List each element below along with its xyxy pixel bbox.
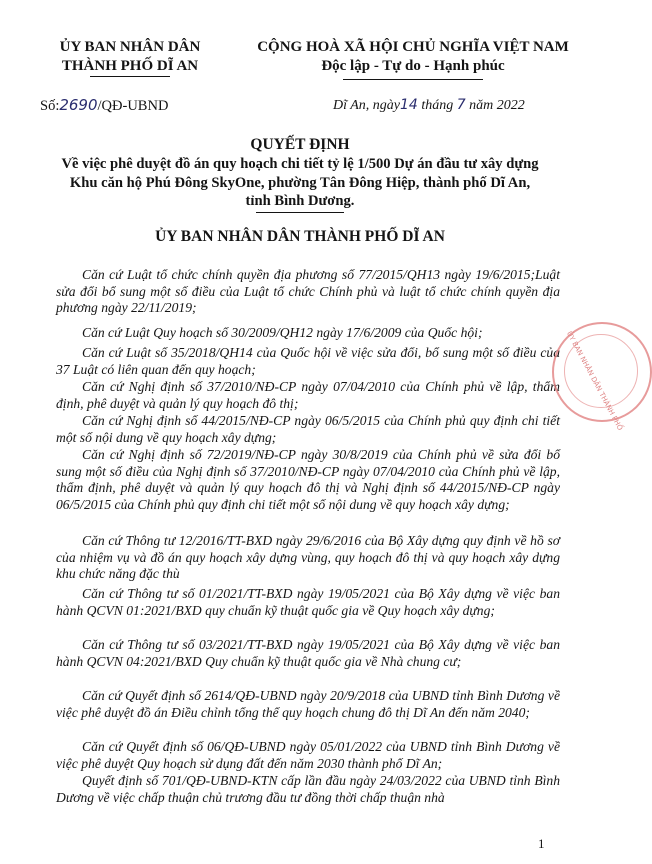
document-title: QUYẾT ĐỊNH (250, 136, 350, 153)
subject-line-3: tỉnh Bình Dương. (245, 193, 355, 209)
document-subject (30, 155, 570, 211)
number-suffix: /QĐ-UBND (97, 98, 169, 114)
national-motto (248, 38, 578, 76)
legal-basis-11: Căn cứ Quyết định số 06/QĐ-UBND ngày 05/01/2022 của UBND tỉnh Bình Dương về việc phê duyệt Quy hoạch sử dụng đất đến năm 2030 thành phố Dĩ An; (56, 739, 560, 771)
number-handwritten: 2690 (59, 96, 98, 114)
date-month-label: tháng (417, 98, 454, 113)
official-seal (552, 322, 652, 432)
legal-basis-4: Căn cứ Nghị định số 37/2010/NĐ-CP ngày 07/04/2010 của Chính phủ về lập, thẩm định, phê duyệt và quản lý quy hoạch đô thị; (56, 379, 560, 411)
date-day-handwritten: 14 (400, 97, 418, 113)
legal-basis-3: Căn cứ Luật số 35/2018/QH14 của Quốc hội về việc sửa đổi, bổ sung một số điều của 37 Luật có liên quan đến quy hoạch; (56, 345, 560, 377)
motto-line: Độc lập - Tự do - Hạnh phúc (321, 58, 505, 74)
seal-text: ỦY BAN NHÂN DÂN THÀNH PHỐ (564, 330, 625, 432)
subject-underline (256, 212, 344, 213)
agency-line-1: ỦY BAN NHÂN DÂN (59, 39, 201, 55)
legal-basis-9: Căn cứ Thông tư số 03/2021/TT-BXD ngày 19/05/2021 của Bộ Xây dựng về việc ban hành QCVN 04:2021/BXD Quy chuẩn kỹ thuật quốc gia về Nhà chung cư; (56, 637, 560, 669)
motto-underline (343, 79, 483, 80)
legal-basis-8: Căn cứ Thông tư số 01/2021/TT-BXD ngày 19/05/2021 của Bộ Xây dựng về việc ban hành QCVN 01:2021/BXD quy chuẩn kỹ thuật quốc gia về Quy hoạch xây dựng; (56, 586, 560, 618)
legal-basis-10: Căn cứ Quyết định số 2614/QĐ-UBND ngày 20/9/2018 của UBND tỉnh Bình Dương về việc phê duyệt đồ án Điều chỉnh tổng thể quy hoạch chung đô thị Dĩ An đến năm 2040; (56, 688, 560, 720)
date-month-handwritten: 7 (456, 97, 466, 113)
number-prefix: Số: (40, 98, 60, 114)
legal-basis-7: Căn cứ Thông tư 12/2016/TT-BXD ngày 29/6/2016 của Bộ Xây dựng quy định về hồ sơ của nhiệm vụ và đồ án quy hoạch xây dựng vùng, quy hoạch đô thị và quy hoạch xây dựng khu chức năng đặc thù (56, 533, 560, 582)
legal-basis-6: Căn cứ Nghị định số 72/2019/NĐ-CP ngày 30/8/2019 của Chính phủ về sửa đổi bổ sung một số điều của Nghị định số 37/2010/NĐ-CP ngày 07/04/2010 của Chính phủ về lập, thẩm định, phê duyệt và quản lý quy hoạch đô thị và Nghị định số 44/2015/NĐ-CP ngày 06/5/2015 của Chính phủ quy định chi tiết một số nội dung về quy hoạch xây dựng; (56, 447, 560, 512)
country-name: CỘNG HOÀ XÃ HỘI CHỦ NGHĨA VIỆT NAM (257, 39, 569, 55)
legal-basis-12: Quyết định số 701/QĐ-UBND-KTN cấp lần đầu ngày 24/03/2022 của UBND tỉnh Bình Dương về việc chấp thuận chủ trương đầu tư đồng thời chấp thuận nhà (56, 773, 560, 805)
legal-basis-2: Căn cứ Luật Quy hoạch số 30/2009/QH12 ngày 17/6/2009 của Quốc hội; (82, 325, 483, 340)
legal-basis-1: Căn cứ Luật tổ chức chính quyền địa phương số 77/2015/QH13 ngày 19/6/2015;Luật sửa đổi bổ sung một số điều của Luật tổ chức Chính phủ và luật tổ chức chính quyền địa phương ngày 22/11/2019; (56, 267, 560, 316)
document-number (40, 96, 168, 115)
agency-line-2: THÀNH PHỐ DĨ AN (61, 58, 199, 74)
agency-name (30, 38, 230, 76)
subject-line-2: Khu căn hộ Phú Đông SkyOne, phường Tân Đông Hiệp, thành phố Dĩ An, (69, 174, 531, 191)
date-year: năm 2022 (465, 98, 525, 113)
agency-underline (90, 76, 170, 77)
page-number: 1 (538, 836, 545, 851)
date-place: Dĩ An, ngày (333, 98, 401, 113)
legal-basis-5: Căn cứ Nghị định số 44/2015/NĐ-CP ngày 06/5/2015 của Chính phủ quy định chi tiết một số nội dung về quy hoạch xây dựng; (56, 413, 560, 445)
issuing-authority: ỦY BAN NHÂN DÂN THÀNH PHỐ DĨ AN (155, 228, 445, 245)
document-date (333, 97, 525, 114)
subject-line-1: Về việc phê duyệt đồ án quy hoạch chi tiết tỷ lệ 1/500 Dự án đầu tư xây dựng (61, 156, 539, 172)
